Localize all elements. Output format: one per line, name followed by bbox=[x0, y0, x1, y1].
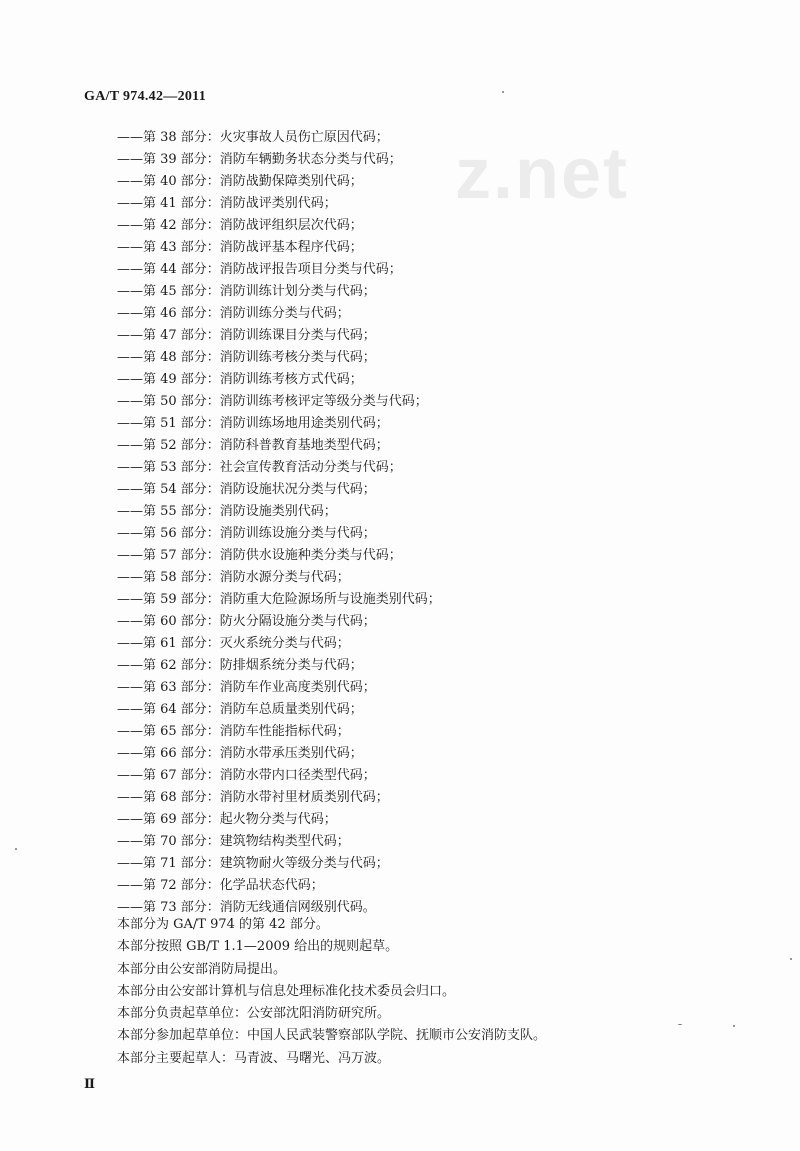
statement-line: 本部分按照 GB/T 1.1—2009 给出的规则起草。 bbox=[117, 939, 399, 955]
part-list-item: ——第 52 部分：消防科普教育基地类型代码； bbox=[117, 438, 389, 453]
watermark: z.net bbox=[455, 134, 630, 214]
part-list-item: ——第 45 部分：消防训练计划分类与代码； bbox=[117, 284, 376, 299]
part-list-item: ——第 42 部分：消防战评组织层次代码； bbox=[117, 218, 363, 233]
part-list-item: ——第 70 部分：建筑物结构类型代码； bbox=[117, 834, 350, 849]
part-list-item: ——第 71 部分：建筑物耐火等级分类与代码； bbox=[117, 856, 389, 871]
part-list-item: ——第 64 部分：消防车总质量类别代码； bbox=[117, 702, 363, 717]
part-list-item: ——第 44 部分：消防战评报告项目分类与代码； bbox=[117, 262, 402, 277]
part-list-item: ——第 66 部分：消防水带承压类别代码； bbox=[117, 746, 363, 761]
part-list-item: ——第 67 部分：消防水带内口径类型代码； bbox=[117, 768, 376, 783]
part-list-item: ——第 40 部分：消防战勤保障类别代码； bbox=[117, 174, 363, 189]
statement-line: 本部分为 GA/T 974 的第 42 部分。 bbox=[117, 917, 329, 932]
scan-speck bbox=[15, 848, 17, 850]
scan-speck bbox=[678, 1024, 682, 1025]
part-list-item: ——第 38 部分：火灾事故人员伤亡原因代码； bbox=[117, 130, 389, 145]
part-list-item: ——第 59 部分：消防重大危险源场所与设施类别代码； bbox=[117, 592, 441, 607]
scan-speck bbox=[502, 91, 504, 93]
part-list-item: ——第 46 部分：消防训练分类与代码； bbox=[117, 306, 350, 321]
part-list-item: ——第 63 部分：消防车作业高度类别代码； bbox=[117, 680, 376, 695]
statement-line: 本部分由公安部计算机与信息处理标准化技术委员会归口。 bbox=[117, 983, 456, 999]
part-list-item: ——第 55 部分：消防设施类别代码； bbox=[117, 504, 337, 519]
part-list-item: ——第 65 部分：消防车性能指标代码； bbox=[117, 724, 350, 739]
part-list-item: ——第 54 部分：消防设施状况分类与代码； bbox=[117, 482, 376, 497]
scan-speck bbox=[790, 958, 792, 960]
part-list-item: ——第 69 部分：起火物分类与代码； bbox=[117, 812, 337, 827]
part-list-item: ——第 41 部分：消防战评类别代码； bbox=[117, 196, 337, 211]
part-list-item: ——第 62 部分：防排烟系统分类与代码； bbox=[117, 658, 363, 673]
part-list-item: ——第 61 部分：灭火系统分类与代码； bbox=[117, 636, 350, 651]
statement-line: 本部分由公安部消防局提出。 bbox=[117, 961, 287, 977]
parts-list bbox=[117, 127, 441, 919]
part-list-item: ——第 72 部分：化学品状态代码； bbox=[117, 878, 324, 893]
part-list-item: ——第 43 部分：消防战评基本程序代码； bbox=[117, 240, 363, 255]
part-list-item: ——第 56 部分：消防训练设施分类与代码； bbox=[117, 526, 376, 541]
part-list-item: ——第 73 部分：消防无线通信网级别代码。 bbox=[117, 900, 376, 915]
part-list-item: ——第 53 部分：社会宣传教育活动分类与代码； bbox=[117, 460, 402, 475]
part-list-item: ——第 60 部分：防火分隔设施分类与代码； bbox=[117, 614, 376, 629]
part-list-item: ——第 68 部分：消防水带衬里材质类别代码； bbox=[117, 790, 389, 805]
statement-line: 本部分负责起草单位：公安部沈阳消防研究所。 bbox=[117, 1006, 391, 1022]
page-number: Ⅱ bbox=[84, 1076, 95, 1091]
part-list-item: ——第 58 部分：消防水源分类与代码； bbox=[117, 570, 350, 585]
scan-speck bbox=[733, 1025, 735, 1027]
part-list-item: ——第 48 部分：消防训练考核分类与代码； bbox=[117, 350, 376, 365]
part-list-item: ——第 39 部分：消防车辆勤务状态分类与代码； bbox=[117, 152, 402, 167]
part-list-item: ——第 51 部分：消防训练场地用途类别代码； bbox=[117, 416, 389, 431]
part-list-item: ——第 47 部分：消防训练课目分类与代码； bbox=[117, 328, 376, 343]
statement-line: 本部分参加起草单位：中国人民武装警察部队学院、抚顺市公安消防支队。 bbox=[117, 1028, 547, 1044]
statement-line: 本部分主要起草人：马青波、马曙光、冯万波。 bbox=[117, 1050, 391, 1066]
foreword-statements bbox=[117, 914, 546, 1070]
part-list-item: ——第 49 部分：消防训练考核方式代码； bbox=[117, 372, 363, 387]
part-list-item: ——第 57 部分：消防供水设施种类分类与代码； bbox=[117, 548, 402, 563]
standard-number-header: GA/T 974.42—2011 bbox=[84, 89, 207, 104]
part-list-item: ——第 50 部分：消防训练考核评定等级分类与代码； bbox=[117, 394, 428, 409]
